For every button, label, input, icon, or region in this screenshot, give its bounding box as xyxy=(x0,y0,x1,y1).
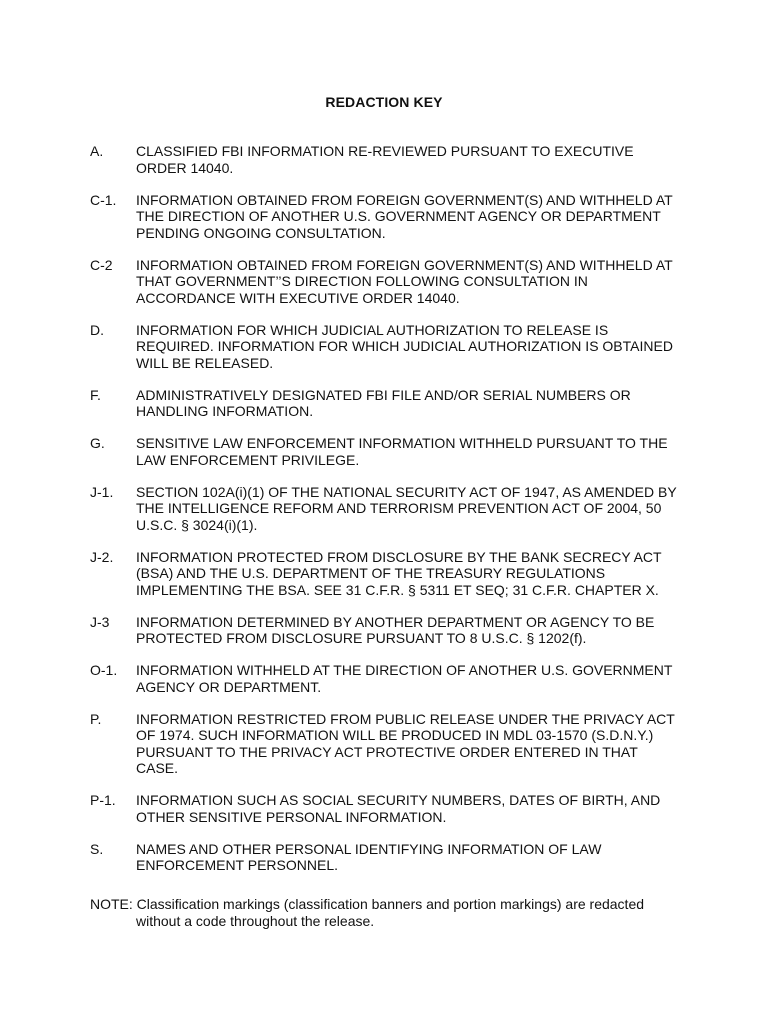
entry-text: INFORMATION SUCH AS SOCIAL SECURITY NUMBERS, DATES OF BIRTH, AND OTHER SENSITIVE PERSONAL INFORMATION. xyxy=(136,792,661,825)
note-text-line2: without a code throughout the release. xyxy=(136,912,375,929)
entry-j-3 xyxy=(90,614,690,647)
entry-c-1 xyxy=(90,192,690,242)
entry-text: INFORMATION OBTAINED FROM FOREIGN GOVERNMENT(S) AND WITHHELD AT THE DIRECTION OF ANOTHER U.S. GOVERNMENT AGENCY OR DEPARTMENT PENDING ONGOING CONSULTATION. xyxy=(136,191,673,241)
note-first-line xyxy=(90,896,690,913)
entry-a xyxy=(90,143,690,176)
entry-code: J-2. xyxy=(90,548,114,565)
entry-code: A. xyxy=(90,143,104,159)
entry-text: INFORMATION DETERMINED BY ANOTHER DEPARTMENT OR AGENCY TO BE PROTECTED FROM DISCLOSURE PURSUANT TO 8 U.S.C. § 1202(f). xyxy=(136,613,655,646)
entry-code: O-1. xyxy=(90,662,118,678)
entry-code: P. xyxy=(90,710,102,727)
entry-text: CLASSIFIED FBI INFORMATION RE-REVIEWED PURSUANT TO EXECUTIVE ORDER 14040. xyxy=(136,143,634,176)
entry-j-2 xyxy=(90,549,690,599)
entry-c-2 xyxy=(90,257,690,307)
entry-text: SECTION 102A(i)(1) OF THE NATIONAL SECURITY ACT OF 1947, AS AMENDED BY THE INTELLIGENCE REFORM AND TERRORISM PREVENTION ACT OF 2004, 50 U.S.C. § 3024(i)(1). xyxy=(136,483,677,533)
entry-text: INFORMATION OBTAINED FROM FOREIGN GOVERNMENT(S) AND WITHHELD AT THAT GOVERNMENT’’S DIRECTION FOLLOWING CONSULTATION IN ACCORDANCE WITH EXECUTIVE ORDER 14040. xyxy=(136,256,673,306)
entry-text: INFORMATION FOR WHICH JUDICIAL AUTHORIZATION TO RELEASE IS REQUIRED. INFORMATION FOR WHICH JUDICIAL AUTHORIZATION IS OBTAINED WILL BE RELEASED. xyxy=(136,321,673,371)
entry-code: C-2 xyxy=(90,256,113,273)
entry-text: SENSITIVE LAW ENFORCEMENT INFORMATION WITHHELD PURSUANT TO THE LAW ENFORCEMENT PRIVILEGE. xyxy=(136,435,668,468)
entry-code: J-1. xyxy=(90,483,114,500)
entry-text: INFORMATION WITHHELD AT THE DIRECTION OF ANOTHER U.S. GOVERNMENT AGENCY OR DEPARTMENT. xyxy=(136,662,673,695)
note-text-line1: Classification markings (classification banners and portion markings) are redacted xyxy=(136,896,645,912)
entry-text: NAMES AND OTHER PERSONAL IDENTIFYING INFORMATION OF LAW ENFORCEMENT PERSONNEL. xyxy=(136,840,602,873)
entry-text: ADMINISTRATIVELY DESIGNATED FBI FILE AND/OR SERIAL NUMBERS OR HANDLING INFORMATION. xyxy=(136,386,631,419)
entry-d xyxy=(90,322,690,372)
entry-code: D. xyxy=(90,321,104,338)
entry-p-1 xyxy=(90,792,690,825)
entry-j-1 xyxy=(90,484,690,534)
entry-f xyxy=(90,387,690,420)
entry-code: G. xyxy=(90,435,105,451)
entry-o-1 xyxy=(90,662,690,695)
entry-code: J-3 xyxy=(90,613,110,630)
entry-text: INFORMATION PROTECTED FROM DISCLOSURE BY THE BANK SECRECY ACT (BSA) AND THE U.S. DEPARTMENT OF THE TREASURY REGULATIONS IMPLEMENTING THE BSA. SEE 31 C.F.R. § 5311 ET SEQ; 31 C.F.R. CHAPTER X. xyxy=(136,548,662,598)
redaction-key-list xyxy=(90,143,690,889)
entry-g xyxy=(90,435,690,468)
entry-p xyxy=(90,711,690,777)
entry-s xyxy=(90,841,690,874)
note-label: NOTE: xyxy=(90,896,133,912)
entry-code: F. xyxy=(90,386,101,403)
page-title: REDACTION KEY xyxy=(325,94,443,110)
note-block xyxy=(90,896,690,929)
entry-code: P-1. xyxy=(90,792,116,808)
entry-code: S. xyxy=(90,840,104,857)
entry-text: INFORMATION RESTRICTED FROM PUBLIC RELEASE UNDER THE PRIVACY ACT OF 1974. SUCH INFORMATION WILL BE PRODUCED IN MDL 03-1570 (S.D.N.Y.) PURSUANT TO THE PRIVACY ACT PROTECTIVE ORDER ENTERED IN THAT CASE. xyxy=(136,710,675,776)
entry-code: C-1. xyxy=(90,191,117,208)
